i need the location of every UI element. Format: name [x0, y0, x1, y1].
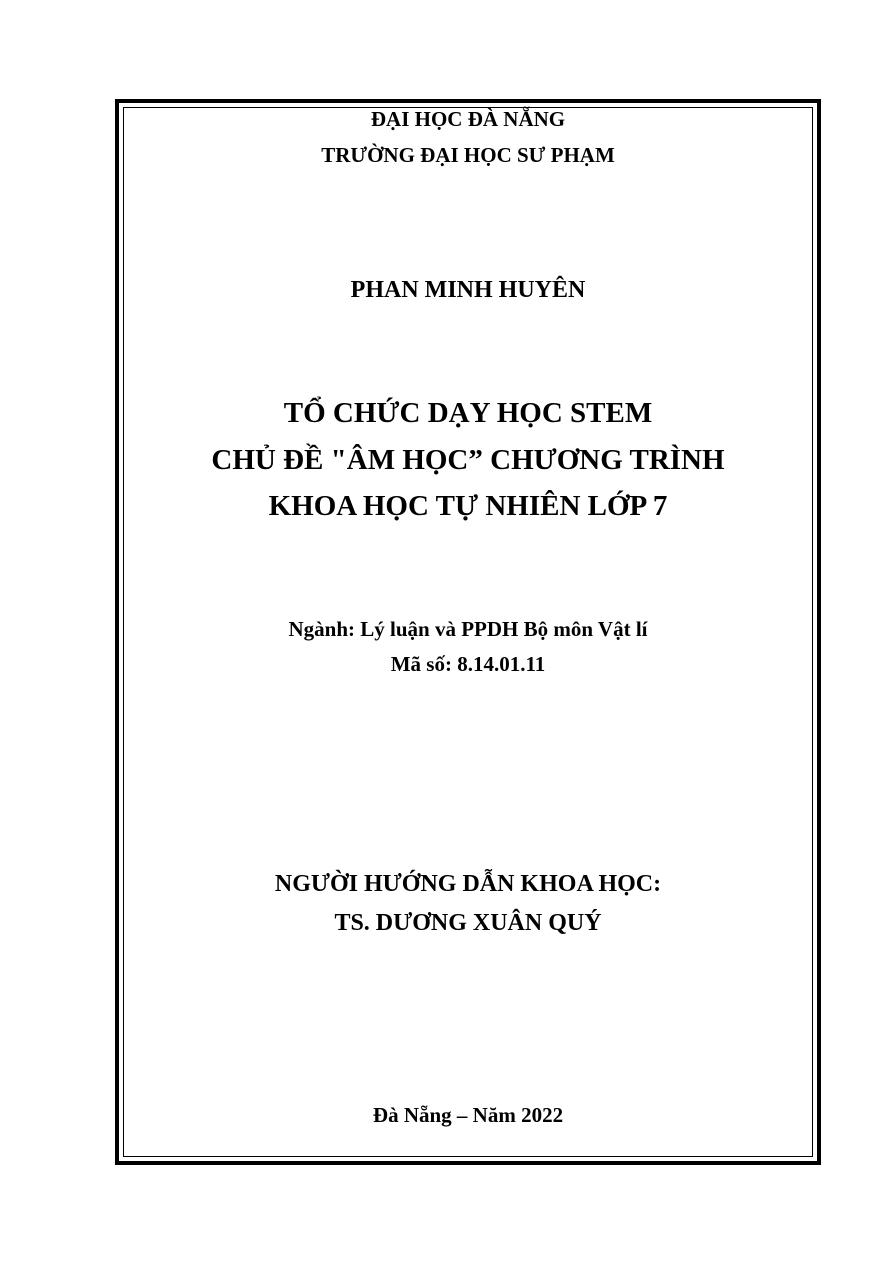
advisor-name: TS. DƯƠNG XUÂN QUÝ	[334, 910, 602, 936]
thesis-title-line-2: CHỦ ĐỀ "ÂM HỌC” CHƯƠNG TRÌNH	[211, 444, 725, 476]
advisor-label: NGƯỜI HƯỚNG DẪN KHOA HỌC:	[274, 871, 662, 897]
place-and-year: Đà Nẵng – Năm 2022	[372, 1103, 564, 1127]
major-code: Mã số: 8.14.01.11	[390, 652, 546, 676]
university-name: ĐẠI HỌC ĐÀ NẴNG	[370, 107, 566, 131]
major-field: Ngành: Lý luận và PPDH Bộ môn Vật lí	[288, 617, 648, 641]
school-name: TRƯỜNG ĐẠI HỌC SƯ PHẠM	[321, 143, 615, 167]
thesis-title-line-3: KHOA HỌC TỰ NHIÊN LỚP 7	[268, 490, 668, 522]
thesis-title-line-1: TỔ CHỨC DẠY HỌC STEM	[283, 397, 653, 429]
author-name: PHAN MINH HUYÊN	[350, 277, 586, 303]
